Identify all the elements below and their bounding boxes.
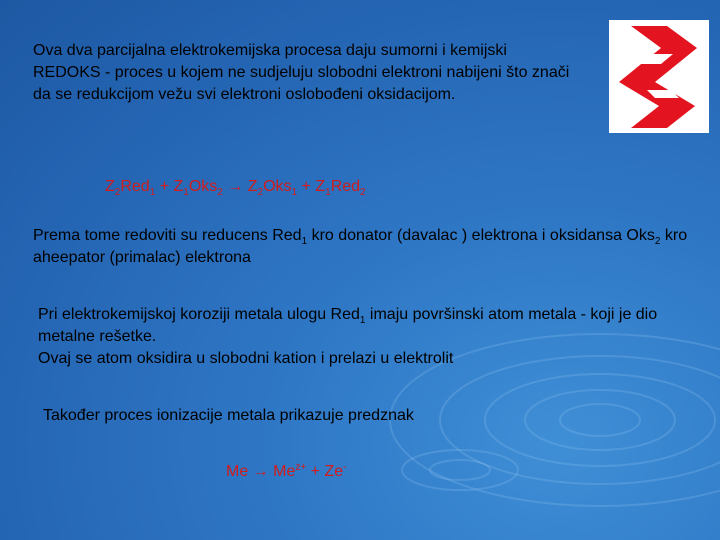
reducer-oxidizer-paragraph: Prema tome redoviti su reducens Red$_1$ kro donator (davalac ) elektrona i oksidansa Oks$_2$ kro aheepator (primalac) elektrona bbox=[33, 227, 688, 266]
logo-icon bbox=[609, 20, 709, 133]
redox-equation: $Z_2Red_1 + Z_1Oks_2 \to Z_2Oks_1 + Z_1Red_2$ bbox=[105, 178, 366, 198]
corrosion-paragraph: Pri elektrokemijskoj koroziji metala ulogu Red$_1$ imaju površinski atom metala - koji je dio metalne rešetke. Ovaj se atom oksidira u slobodni kation i prelazi u elektrolit bbox=[38, 306, 658, 367]
ionization-equation: $Me \to Me^{z+} + Ze^-$ bbox=[226, 462, 347, 480]
intro-paragraph: Ova dva parcijalna elektrokemijska procesa daju sumorni i kemijski REDOKS - proces u kojem ne sudjeluju slobodni elektroni nabijeni što znači da se redukcijom vežu svi elektroni oslobođeni oksidacijom. bbox=[33, 42, 570, 103]
ionization-paragraph: Također proces ionizacije metala prikazuje predznak bbox=[43, 407, 414, 424]
logo bbox=[609, 20, 709, 133]
